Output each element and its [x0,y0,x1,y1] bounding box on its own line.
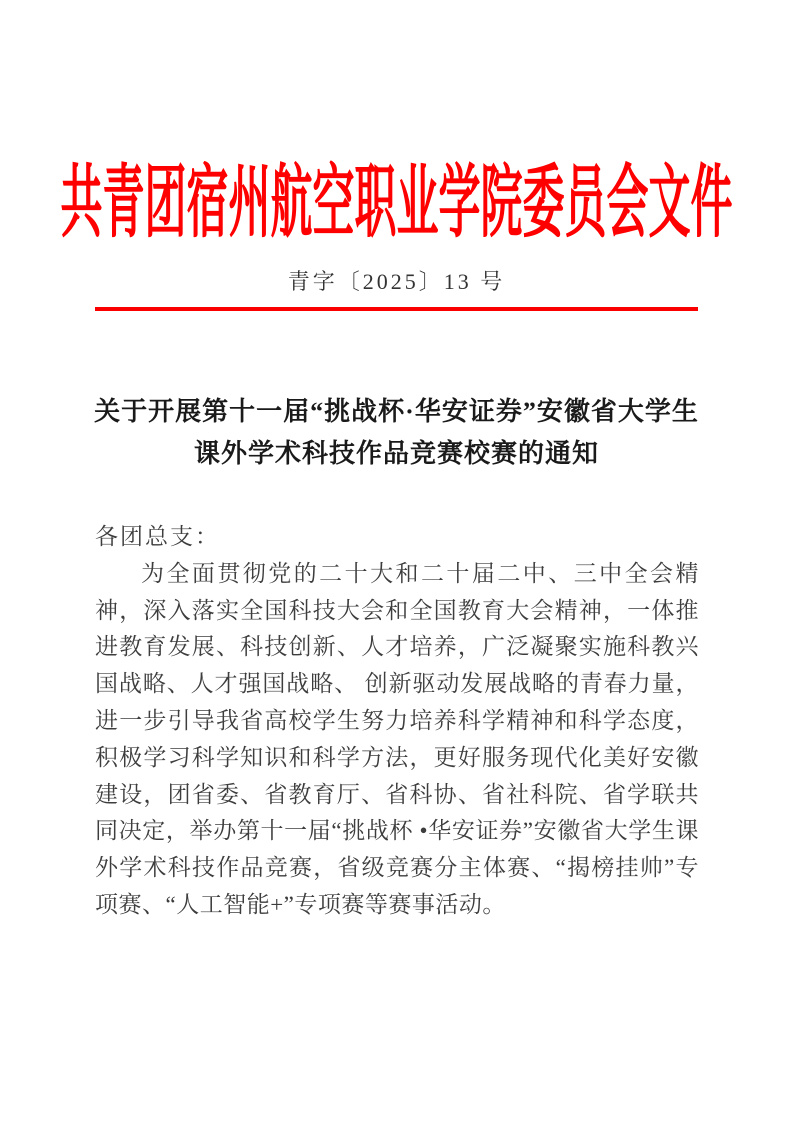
document-title-line-2: 课外学术科技作品竞赛校赛的通知 [193,439,599,468]
document-number: 青字〔2025〕13 号 [287,269,506,294]
document-header-title: 共青团宿州航空职业学院委员会文件 [60,157,733,247]
red-separator-line [95,307,698,311]
document-title [60,391,733,475]
document-title-line-1: 关于开展第十一届“挑战杯·华安证券”安徽省大学生 [94,397,699,426]
salutation: 各团总支： [95,524,220,549]
body-paragraph: 为全面贯彻党的二十大和二十届二中、三中全会精神，深入落实全国科技大会和全国教育大会精神，一体推进教育发展、科技创新、人才培养，广泛凝聚实施科教兴国战略、人才强国战略、 创新驱动发展战略的青春力量，进一步引导我省高校学生努力培养科学精神和科学态度，积极学习科学知识和科学方法，更好服务现代化美好安徽建设，团省委、省教育厅、省科协、省社科院、省学联共同决定，举办第十一届“挑战杯 •华安证券”安徽省大学生课外学术科技作品竞赛，省级竞赛分主体赛、“揭榜挂帅”专项赛、“人工智能+”专项赛等赛事活动。 [95,560,699,917]
document-body [95,519,699,924]
